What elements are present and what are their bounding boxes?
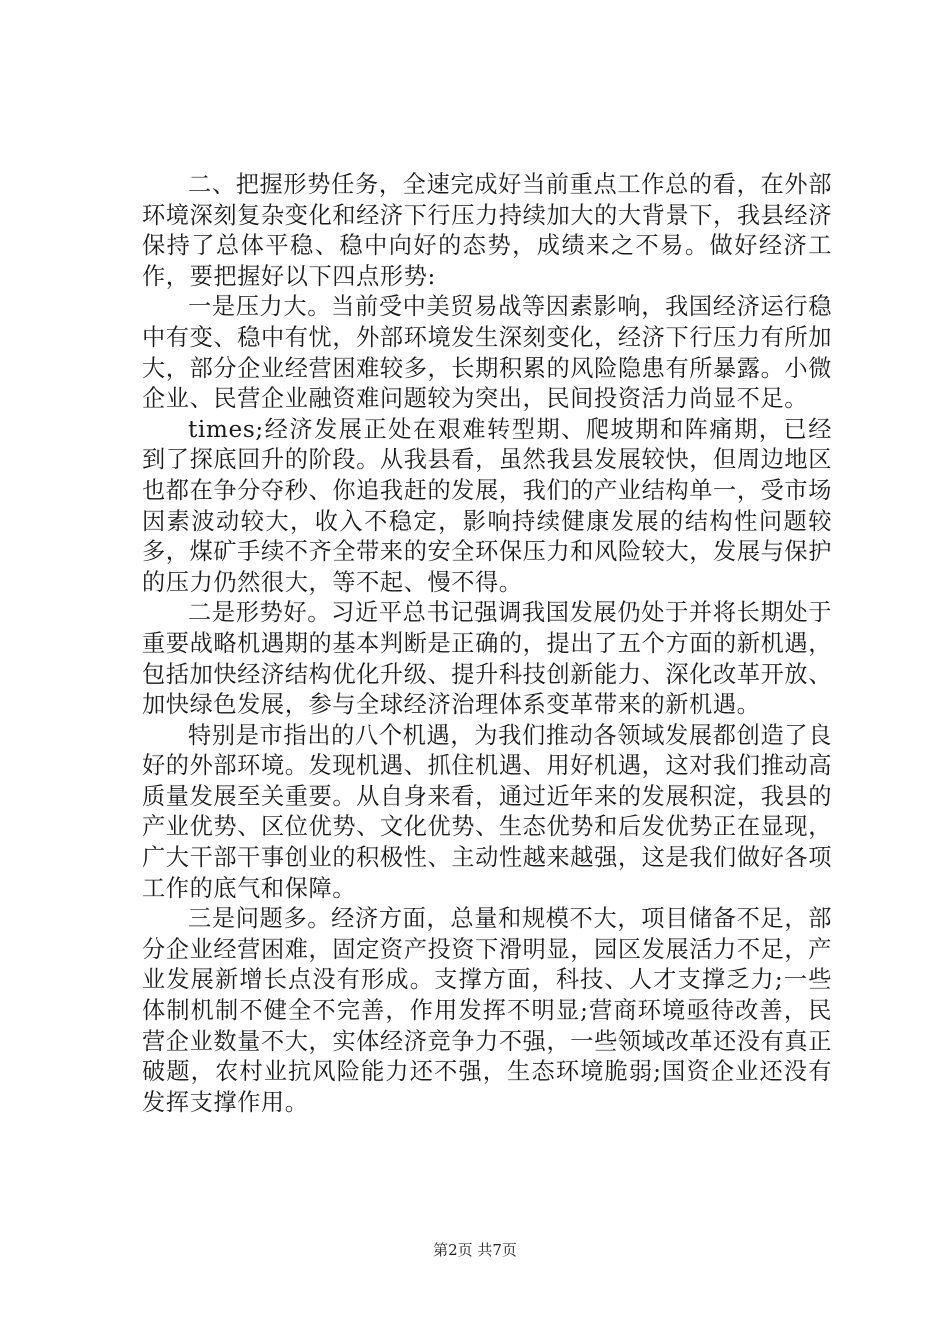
- paragraph-grasp-situation: 二、把握形势任务，全速完成好当前重点工作总的看，在外部环境深刻复杂变化和经济下行压力持续加大的大背景下，我县经济保持了总体平稳、稳中向好的态势，成绩来之不易。做好经济工作，要把握好以下四点形势:: [142, 171, 832, 290]
- document-body: [142, 170, 832, 1118]
- paragraph-eight-opportunities: 特别是市指出的八个机遇，为我们推动各领域发展都创造了良好的外部环境。发现机遇、抓住机遇、用好机遇，这对我们推动高质量发展至关重要。从自身来看，通过近年来的发展积淀，我县的产业优势、区位优势、文化优势、生态优势和后发优势正在显现，广大干部干事创业的积极性、主动性越来越强，这是我们做好各项工作的底气和保障。: [142, 721, 832, 902]
- paragraph-many-problems: 三是问题多。经济方面，总量和规模不大，项目储备不足，部分企业经营困难，固定资产投资下滑明显，园区发展活力不足，产业发展新增长点没有形成。支撑方面，科技、人才支撑乏力;一些体制机制不健全不完善，作用发挥不明显;营商环境亟待改善，民营企业数量不大，实体经济竞争力不强，一些领域改革还没有真正破题，农村业抗风险能力还不强，生态环境脆弱;国资企业还没有发挥支撑作用。: [142, 905, 832, 1116]
- paragraph-transition-period: times;经济发展正处在艰难转型期、爬坡期和阵痛期，已经到了探底回升的阶段。从我县看，虽然我县发展较快，但周边地区也都在争分夺秒、你追我赶的发展，我们的产业结构单一，受市场因素波动较大，收入不稳定，影响持续健康发展的结构性问题较多，煤矿手续不齐全带来的安全环保压力和风险较大，发展与保护的压力仍然很大，等不起、慢不得。: [142, 415, 832, 596]
- page-number-footer: 第2页 共7页: [433, 1241, 517, 1259]
- paragraph-pressure: 一是压力大。当前受中美贸易战等因素影响，我国经济运行稳中有变、稳中有忧，外部环境发生深刻变化，经济下行压力有所加大，部分企业经营困难较多，长期积累的风险隐患有所暴露。小微企业、民营企业融资难问题较为突出，民间投资活力尚显不足。: [142, 293, 832, 413]
- paragraph-good-situation: 二是形势好。习近平总书记强调我国发展仍处于并将长期处于重要战略机遇期的基本判断是正确的，提出了五个方面的新机遇，包括加快经济结构优化升级、提升科技创新能力、深化改革开放、加快绿色发展，参与全球经济治理体系变革带来的新机遇。: [142, 599, 832, 719]
